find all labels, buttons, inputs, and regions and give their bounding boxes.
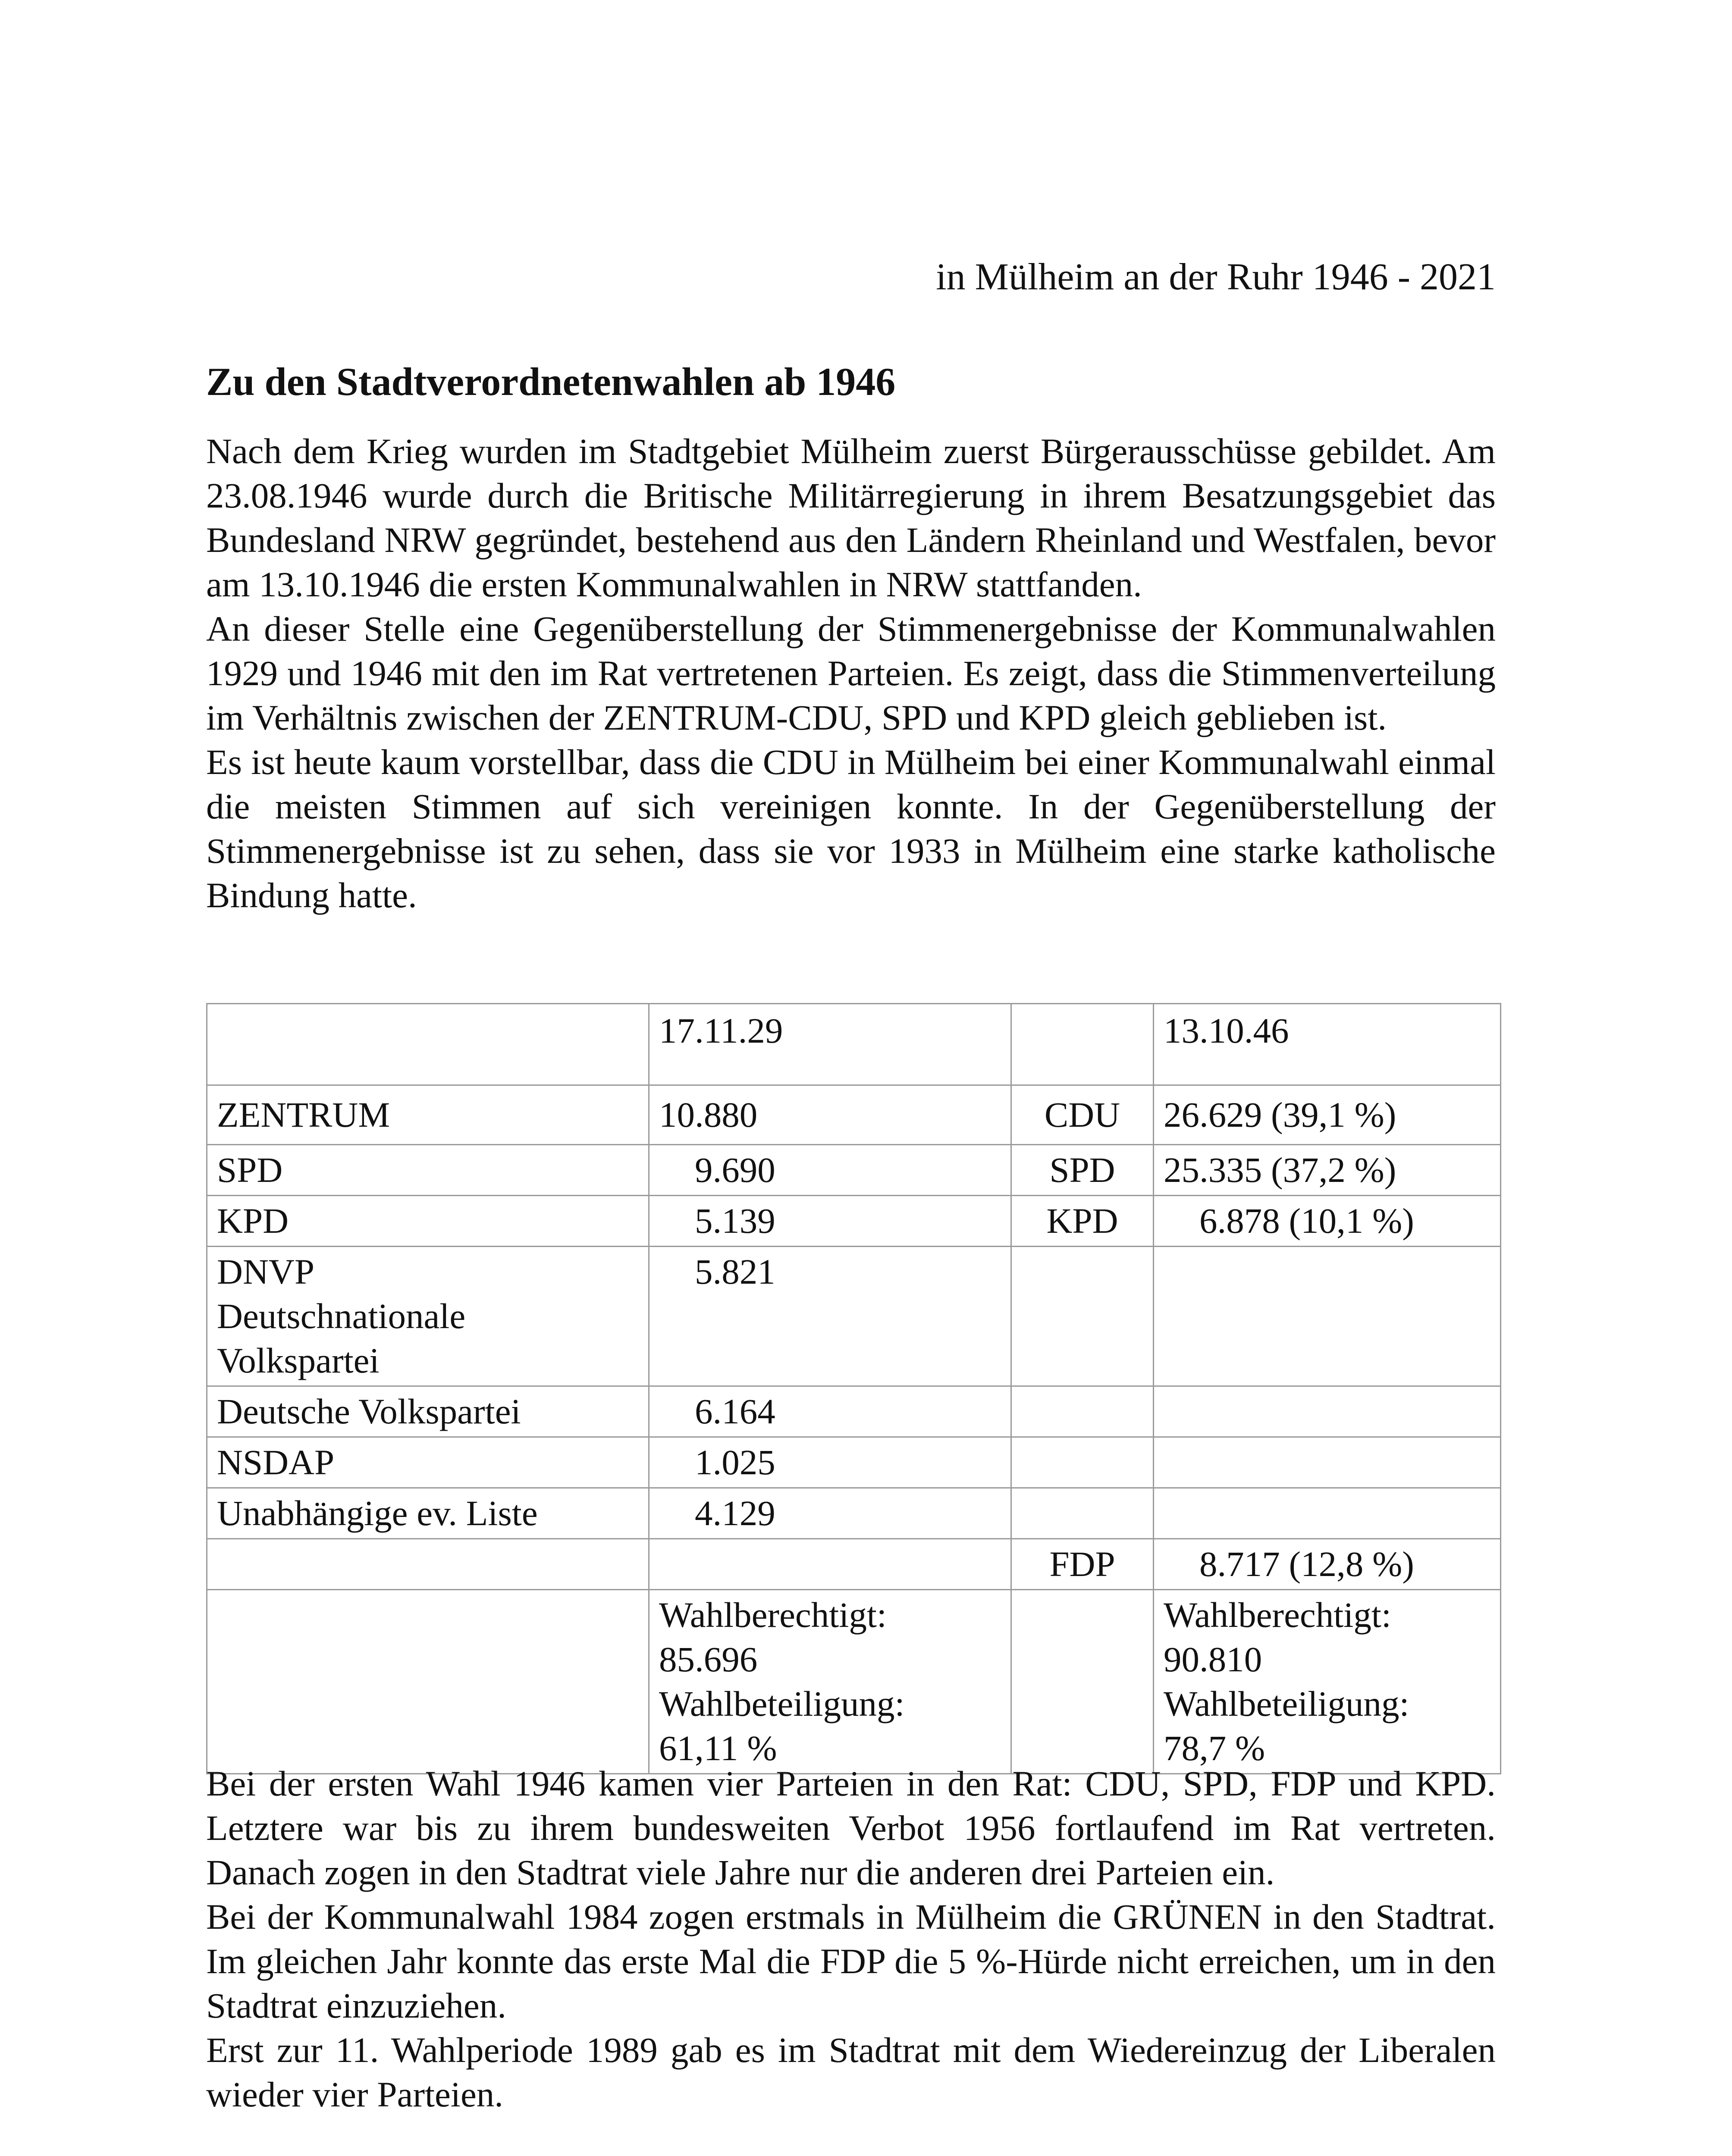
party-1929-cell: KPD (207, 1196, 649, 1247)
table-row (207, 1539, 1501, 1590)
votes-value: 8.717 (12,8 %) (1199, 1544, 1414, 1584)
party-1929-cell: Deutsche Volkspartei (207, 1386, 649, 1437)
table-row (207, 1247, 1501, 1386)
votes-1929-cell: 10.880 (649, 1085, 1011, 1145)
turnout-value: 61,11 % (659, 1728, 777, 1768)
party-1929-cell: SPD (207, 1145, 649, 1196)
party-1929-cell: NSDAP (207, 1437, 649, 1488)
votes-1946-cell (1154, 1196, 1501, 1247)
votes-1946-cell (1154, 1247, 1501, 1386)
paragraph: Erst zur 11. Wahlperiode 1989 gab es im Stadtrat mit dem Wiedereinzug der Liberalen wieder vier Parteien. (206, 2030, 1496, 2114)
table-header-row (207, 1004, 1501, 1085)
eligible-value: 90.810 (1164, 1639, 1262, 1679)
paragraph: An dieser Stelle eine Gegenüberstellung der Stimmenergebnisse der Kommunalwahlen 1929 und 1946 mit den im Rat vertretenen Parteien. Es zeigt, dass die Stimmenverteilung im Verhältnis zwischen der ZENTRUM-CDU, SPD und KPD gleich geblieben ist. (206, 609, 1496, 737)
votes-value: 5.139 (695, 1201, 775, 1241)
votes-1946-cell: 26.629 (39,1 %) (1154, 1085, 1501, 1145)
eligible-label: Wahlberechtigt: (659, 1595, 887, 1635)
paragraph: Bei der Kommunalwahl 1984 zogen erstmals in Mülheim die GRÜNEN in den Stadtrat. Im gleichen Jahr konnte das erste Mal die FDP die 5 %-Hürde nicht erreichen, um in den Stadtrat einzuziehen. (206, 1897, 1496, 2025)
header-date-1946: 13.10.46 (1154, 1004, 1501, 1085)
header-party-1929 (207, 1004, 649, 1085)
party-1929-cell (207, 1539, 649, 1590)
table-row (207, 1085, 1501, 1145)
turnout-value: 78,7 % (1164, 1728, 1265, 1768)
table-row (207, 1145, 1501, 1196)
paragraph: Es ist heute kaum vorstellbar, dass die CDU in Mülheim bei einer Kommunalwahl einmal die meisten Stimmen auf sich vereinigen konnte. In der Gegenüberstellung der Stimmenergebnisse ist zu sehen, dass sie vor 1933 in Mülheim eine starke katholische Bindung hatte. (206, 742, 1496, 915)
intro-text (206, 429, 1496, 918)
votes-1929-cell (649, 1539, 1011, 1590)
party-1946-cell: KPD (1011, 1196, 1154, 1247)
header-party-1946 (1011, 1004, 1154, 1085)
votes-1946-cell (1154, 1539, 1501, 1590)
running-head: in Mülheim an der Ruhr 1946 - 2021 (936, 256, 1496, 298)
votes-1929-cell (649, 1247, 1011, 1386)
party-1946-cell (1011, 1437, 1154, 1488)
party-1946-cell: SPD (1011, 1145, 1154, 1196)
eligible-value: 85.696 (659, 1639, 758, 1679)
votes-1929-cell (649, 1386, 1011, 1437)
paragraph: Nach dem Krieg wurden im Stadtgebiet Mülheim zuerst Bürgerausschüsse gebildet. Am 23.08.1946 wurde durch die Britische Militärregierung in ihrem Besatzungsgebiet das Bundesland NRW gegründet, bestehend aus den Ländern Rheinland und Westfalen, bevor am 13.10.1946 die ersten Kommunalwahlen in NRW stattfanden. (206, 431, 1496, 604)
turnout-label: Wahlbeteiligung: (1164, 1684, 1409, 1724)
party-1946-cell (1011, 1247, 1154, 1386)
summary-empty-cell (207, 1590, 649, 1774)
votes-1946-cell: 25.335 (37,2 %) (1154, 1145, 1501, 1196)
votes-value: 5.821 (695, 1252, 775, 1291)
table-row (207, 1196, 1501, 1247)
party-1946-cell (1011, 1386, 1154, 1437)
party-1946-cell: CDU (1011, 1085, 1154, 1145)
table-row (207, 1437, 1501, 1488)
votes-value: 1.025 (695, 1442, 775, 1482)
party-1929-cell (207, 1247, 649, 1386)
section-heading: Zu den Stadtverordnetenwahlen ab 1946 (206, 360, 896, 404)
paragraph: Bei der ersten Wahl 1946 kamen vier Parteien in den Rat: CDU, SPD, FDP und KPD. Letztere war bis zu ihrem bundesweiten Verbot 1956 fortlaufend im Rat vertreten. Danach zogen in den Stadtrat viele Jahre nur die anderen drei Parteien ein. (206, 1764, 1496, 1892)
closing-text (206, 1761, 1496, 2117)
votes-value: 4.129 (695, 1493, 775, 1533)
party-1929-cell: ZENTRUM (207, 1085, 649, 1145)
votes-value: 9.690 (695, 1150, 775, 1190)
votes-1929-cell (649, 1437, 1011, 1488)
summary-1946-cell (1154, 1590, 1501, 1774)
votes-value: 6.878 (10,1 %) (1199, 1201, 1414, 1241)
eligible-label: Wahlberechtigt: (1164, 1595, 1391, 1635)
party-abbreviation: DNVP (217, 1252, 314, 1291)
party-name-line: Deutschnationale (217, 1296, 466, 1336)
votes-1946-cell (1154, 1386, 1501, 1437)
turnout-label: Wahlbeteiligung: (659, 1684, 905, 1724)
votes-1929-cell (649, 1196, 1011, 1247)
table-row (207, 1488, 1501, 1539)
party-1946-cell (1011, 1488, 1154, 1539)
votes-value: 6.164 (695, 1391, 775, 1431)
table-row (207, 1386, 1501, 1437)
election-results-table (206, 1003, 1501, 1774)
votes-1946-cell (1154, 1488, 1501, 1539)
header-date-1929: 17.11.29 (649, 1004, 1011, 1085)
votes-1929-cell (649, 1145, 1011, 1196)
summary-1929-cell (649, 1590, 1011, 1774)
summary-empty-cell (1011, 1590, 1154, 1774)
votes-1946-cell (1154, 1437, 1501, 1488)
party-1929-cell: Unabhängige ev. Liste (207, 1488, 649, 1539)
table-summary-row (207, 1590, 1501, 1774)
party-name-line: Volkspartei (217, 1341, 380, 1380)
party-1946-cell: FDP (1011, 1539, 1154, 1590)
votes-1929-cell (649, 1488, 1011, 1539)
